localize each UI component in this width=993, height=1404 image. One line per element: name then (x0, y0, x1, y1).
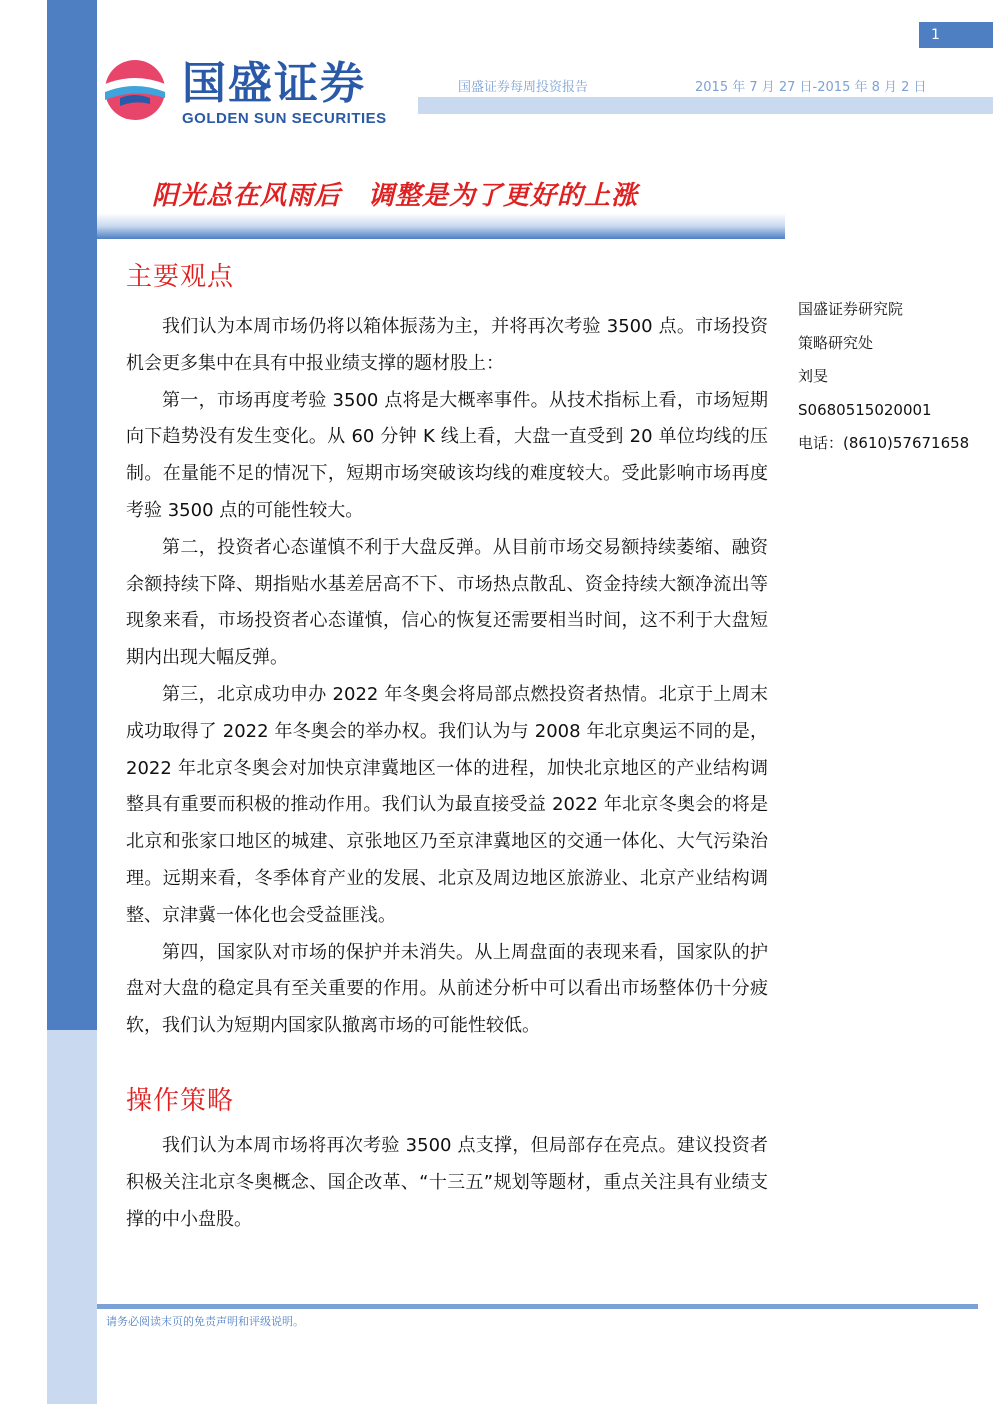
main-points-body (126, 309, 768, 1045)
analyst-license: S0680515020001 (798, 400, 932, 419)
left-accent-bar (47, 0, 97, 1030)
institute-name: 国盛证券研究院 (798, 300, 904, 318)
footer-disclaimer: 请务必阅读末页的免责声明和评级说明。 (106, 1315, 304, 1328)
footer-divider (97, 1304, 978, 1309)
report-title: 阳光总在风雨后 调整是为了更好的上涨 (152, 181, 639, 211)
report-date-range: 2015 年 7 月 27 日-2015 年 8 月 2 日 (695, 80, 927, 95)
section-heading-main-points: 主要观点 (126, 262, 235, 292)
paragraph: 我们认为本周市场将再次考验 3500 点支撑，但局部存在亮点。建议投资者积极关注北京冬奥概念、国企改革、“十三五”规划等题材，重点关注具有业绩支撑的中小盘股。 (126, 1135, 768, 1230)
report-type: 国盛证券每周投资报告 (458, 80, 589, 95)
paragraph: 第三，北京成功申办 2022 年冬奥会将局部点燃投资者热情。北京于上周末成功取得了 2022 年冬奥会的举办权。我们认为与 2008 年北京奥运不同的是，2022 年北京冬奥会对加快京津冀地区一体的进程，加快北京地区的产业结构调整具有重要而积极的推动作用。我们认为最直接受益 2022 年北京冬奥会的将是北京和张家口地区的城建、京张地区乃至京津冀地区的交通一体化、大气污染治理。远期来看，冬季体育产业的发展、北京及周边地区旅游业、北京产业结构调整、京津冀一体化也会受益匪浅。 (126, 683, 768, 926)
analyst-name: 刘旻 (798, 367, 829, 385)
logo-english-name: GOLDEN SUN SECURITIES (182, 110, 387, 127)
logo-emblem-icon (100, 58, 170, 122)
paragraph: 我们认为本周市场仍将以箱体振荡为主，并将再次考验 3500 点。市场投资机会更多集中在具有中报业绩支撑的题材股上： (126, 316, 768, 374)
department-name: 策略研究处 (798, 333, 874, 352)
author-sidebar (798, 293, 969, 461)
section-heading-strategy: 操作策略 (126, 1086, 235, 1116)
header-divider (418, 97, 993, 114)
paragraph: 第四，国家队对市场的保护并未消失。从上周盘面的表现来看，国家队的护盘对大盘的稳定具有至关重要的作用。从前述分析中可以看出市场整体仍十分疲软，我们认为短期内国家队撤离市场的可能性较低。 (126, 941, 768, 1037)
left-accent-bar-light (47, 1030, 97, 1404)
paragraph: 第二，投资者心态谨慎不利于大盘反弹。从目前市场交易额持续萎缩、融资余额持续下降、期指贴水基差居高不下、市场热点散乱、资金持续大额净流出等现象来看，市场投资者心态谨慎，信心的恢复还需要相当时间，这不利于大盘短期内出现大幅反弹。 (126, 536, 768, 669)
analyst-phone: 电话：(8610)57671658 (798, 434, 970, 452)
strategy-body (126, 1128, 768, 1238)
logo-chinese-name: 国盛证券 (182, 58, 366, 109)
title-gradient-band (97, 213, 785, 239)
company-logo (100, 58, 405, 130)
paragraph: 第一，市场再度考验 3500 点将是大概率事件。从技术指标上看，市场短期向下趋势没有发生变化。从 60 分钟 K 线上看，大盘一直受到 20 单位均线的压制。在量能不足的情况下，短期市场突破该均线的难度较大。受此影响市场再度考验 3500 点的可能性较大。 (126, 389, 768, 521)
page-number: 1 (919, 22, 993, 48)
